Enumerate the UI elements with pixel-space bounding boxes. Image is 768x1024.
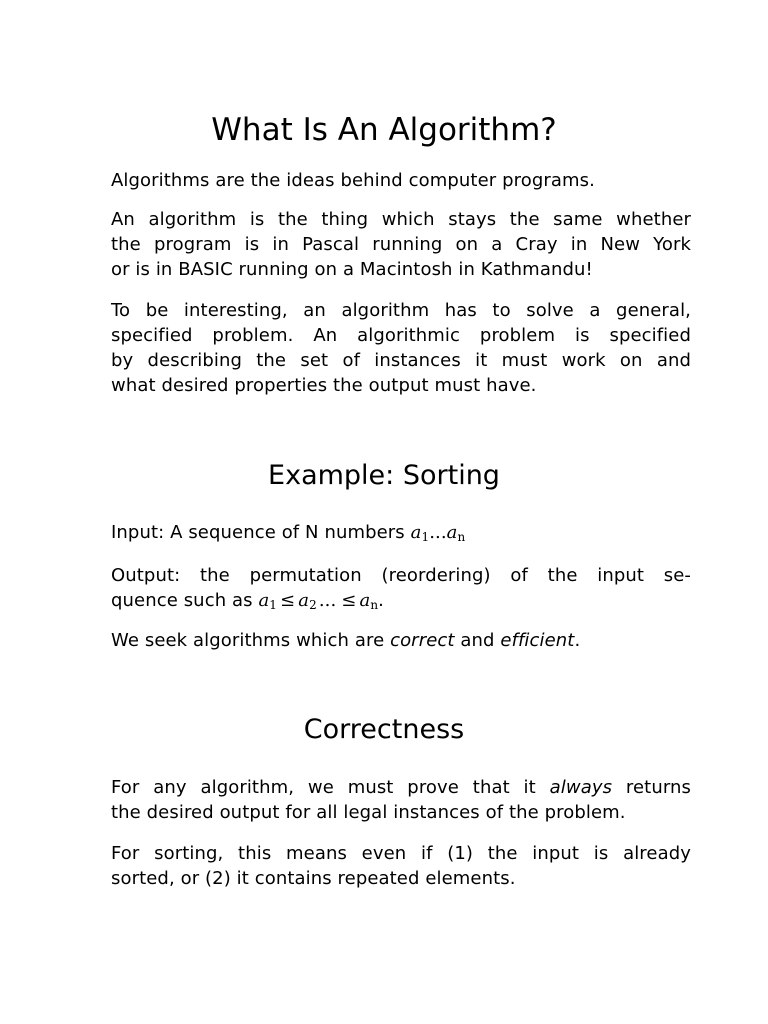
math-expression-ordering: $a_1 \le a_2$ ... ≤ $a_n$ <box>258 590 379 612</box>
text-line: or is in BASIC running on a Macintosh in Kathmandu! <box>111 259 593 280</box>
paragraph-for-any-algorithm <box>111 775 691 825</box>
emphasis-efficient: efficient <box>500 630 575 651</box>
text-line: by describing the set of instances it must work on and <box>111 350 691 371</box>
paragraph-algorithms-ideas <box>111 168 691 193</box>
text-line: To be interesting, an algorithm has to solve a general, <box>111 300 691 321</box>
text-line: For any algorithm, we must prove that it always returns <box>111 777 691 798</box>
text-line: We seek algorithms which are correct and efficient. <box>111 630 581 651</box>
text-line: the program is in Pascal running on a Cray in New York <box>111 234 691 255</box>
paragraph-for-sorting <box>111 841 691 891</box>
text-line <box>111 520 691 550</box>
section-title-what-is-an-algorithm: What Is An Algorithm? <box>211 112 557 148</box>
text-line: An algorithm is the thing which stays the same whether <box>111 209 691 230</box>
section-title-example-sorting: Example: Sorting <box>268 460 500 491</box>
section-title-correctness: Correctness <box>303 714 465 745</box>
input-label-text: Input: A sequence of N numbers <box>111 522 411 543</box>
paragraph-output <box>111 563 691 618</box>
text-line: quence such as $a_1 \le a_2$ ... ≤ $a_n$. <box>111 590 384 612</box>
text-line: sorted, or (2) it contains repeated elements. <box>111 868 516 889</box>
text-line: For sorting, this means even if (1) the input is already <box>111 843 691 864</box>
emphasis-correct: correct <box>390 630 455 651</box>
emphasis-always: always <box>549 777 613 798</box>
math-expression-a1-an: $a_1...a_n$ <box>410 522 466 544</box>
text-line: what desired properties the output must have. <box>111 375 537 396</box>
text-line: specified problem. An algorithmic problem is specified <box>111 325 691 346</box>
text-line: Output: the permutation (reordering) of the input se- <box>111 565 691 586</box>
paragraph-to-be-interesting <box>111 298 691 398</box>
text-line: Algorithms are the ideas behind computer programs. <box>111 170 595 191</box>
paragraph-input <box>111 520 691 550</box>
paragraph-algorithm-definition <box>111 207 691 282</box>
text-line: the desired output for all legal instances of the problem. <box>111 802 626 823</box>
paragraph-we-seek <box>111 628 691 653</box>
